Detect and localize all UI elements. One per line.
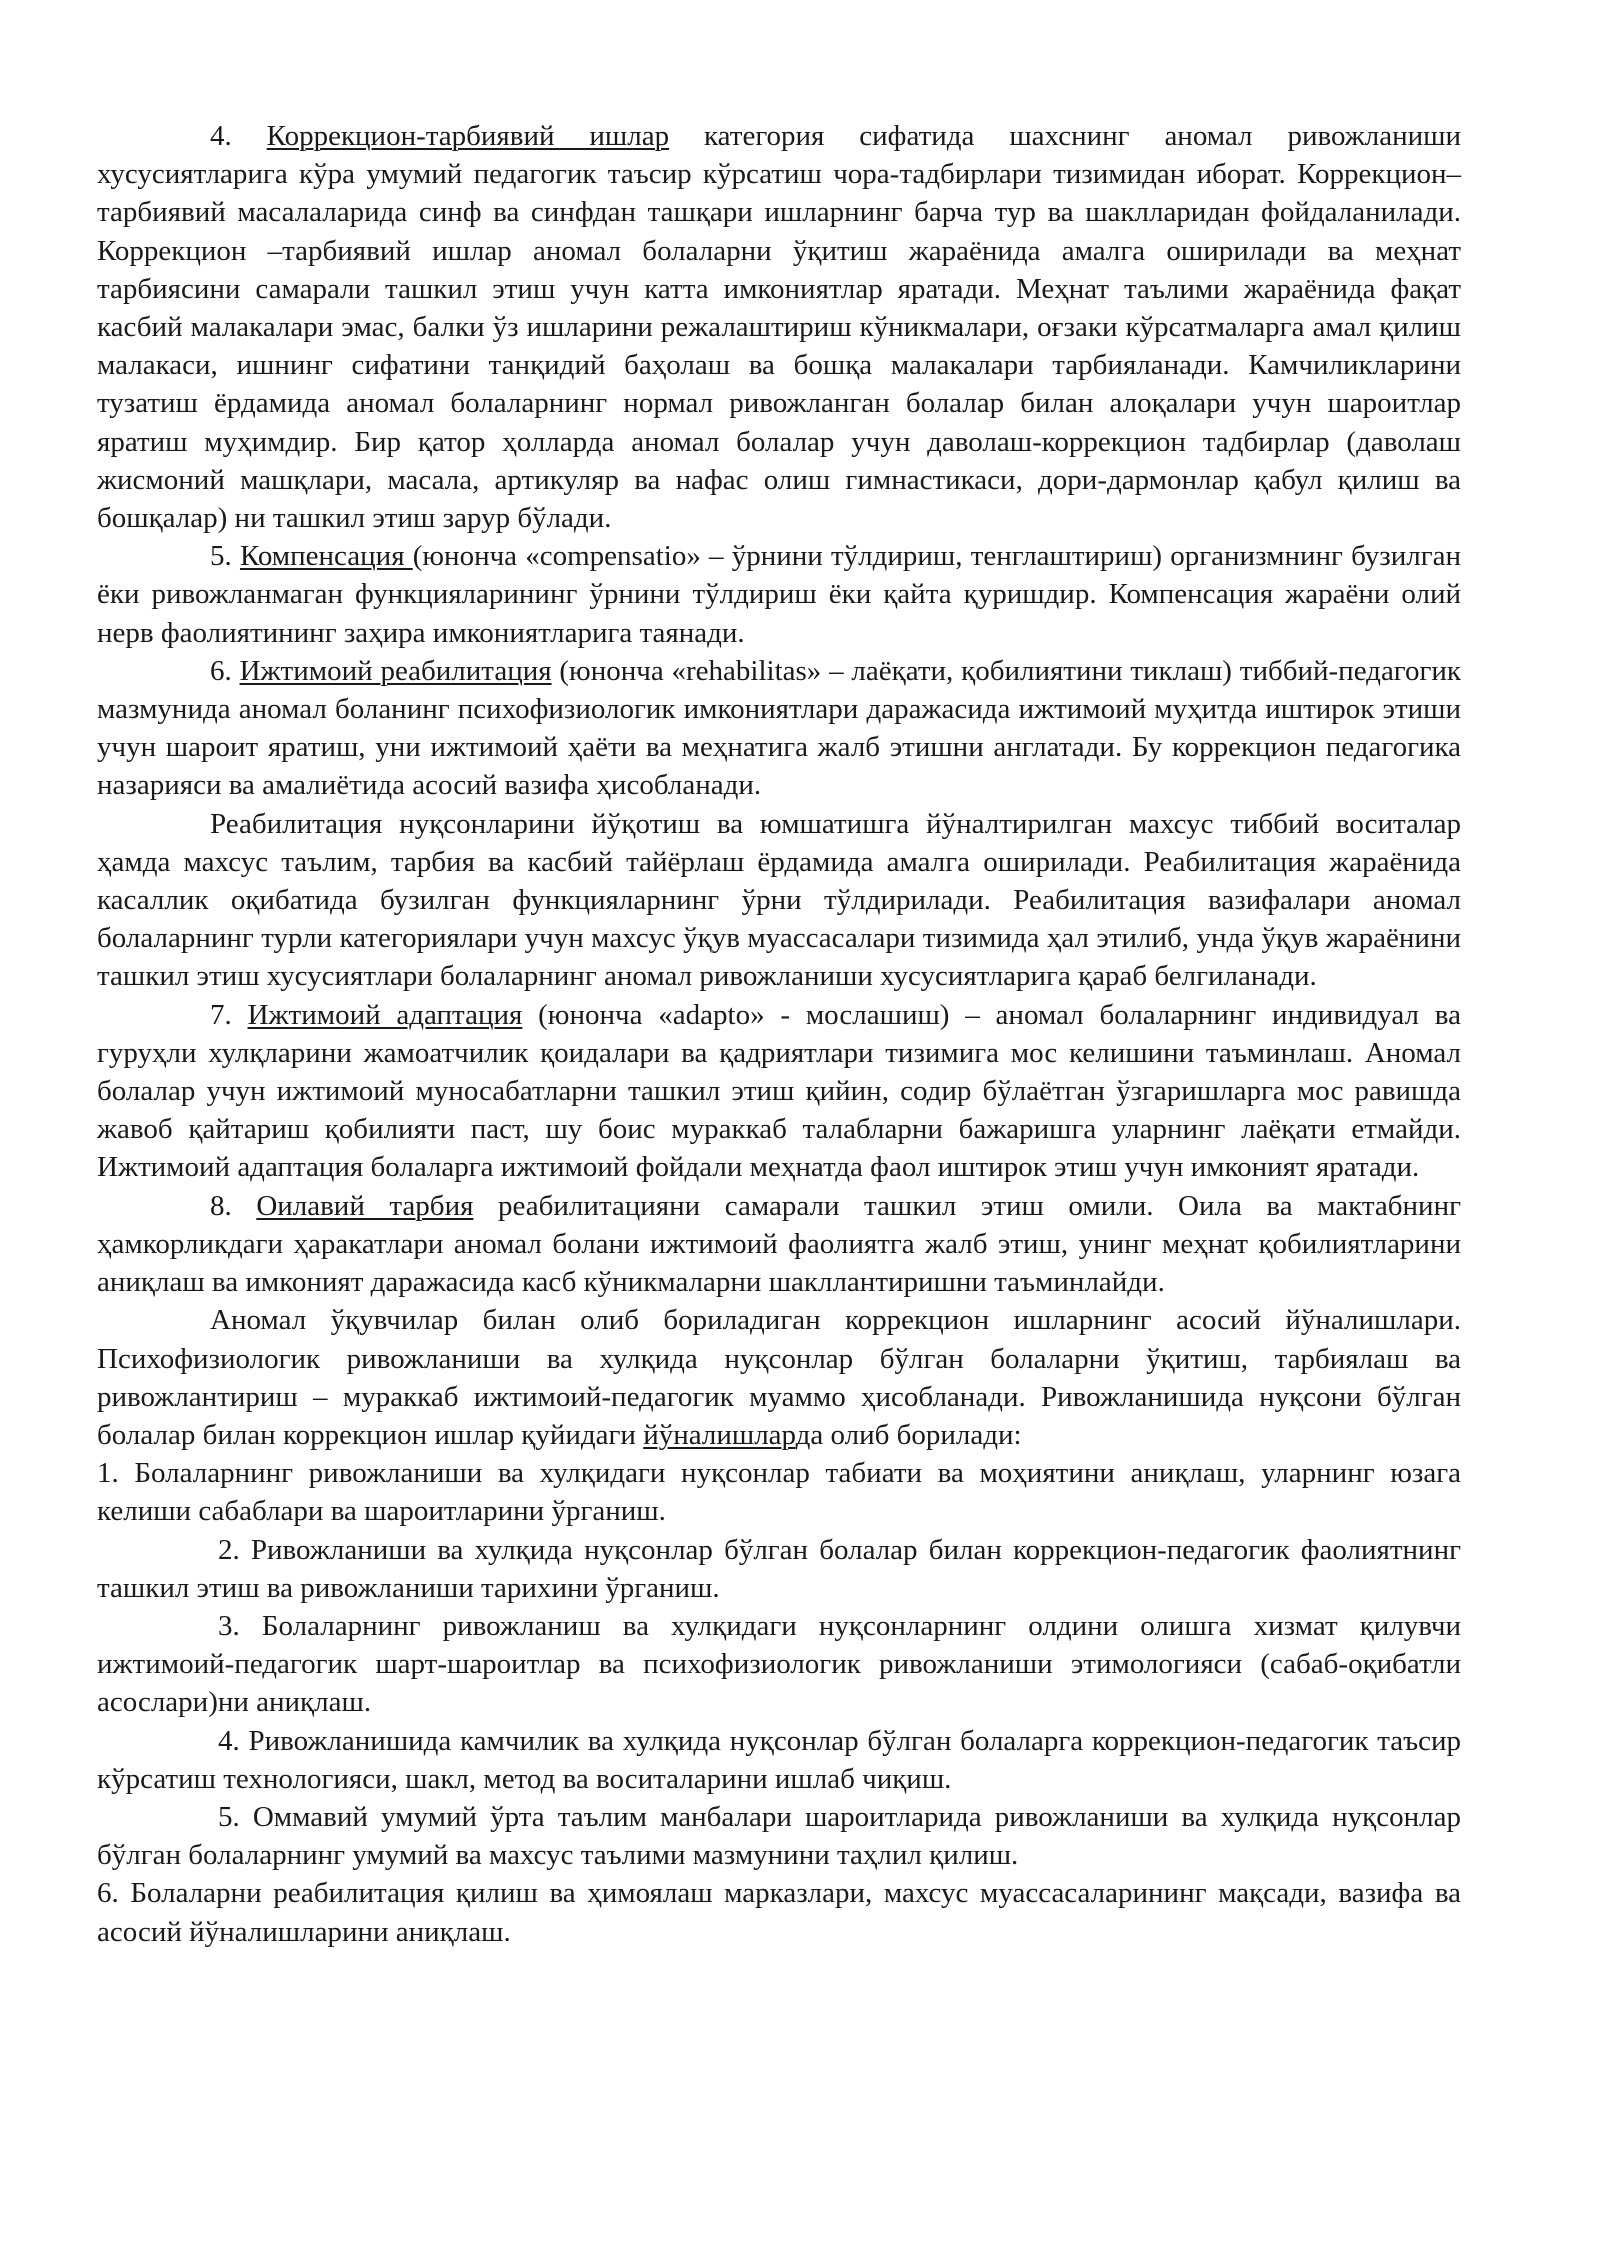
paragraph-4-number: 4. <box>210 120 267 152</box>
term-compensation: Компенсация <box>239 540 413 573</box>
paragraph-8-text: реабилитацияни самарали ташкил этиш омили. Оила ва мактабнинг ҳамкорликдаги ҳаракатлари аномал болани ижтимоий фаолиятга жалб этиш, унинг меҳнат қобилиятларини аниқлаш ва имконият даражасида касб кўникмаларни шакллантиришни таъминлайди. <box>97 1189 1461 1299</box>
list-item-6: 6. Болаларни реабилитация қилиш ва ҳимоялаш марказлари, махсус муассасаларининг мақсади, вазифа ва асосий йўналишларини аниқлаш. <box>97 1877 1461 1948</box>
list-item-2: 2. Ривожланиши ва хулқида нуқсонлар бўлган болалар билан коррекцион-педагогик фаолиятнинг ташкил этиш ва ривожланиши тарихини ўрганиш. <box>97 1533 1461 1604</box>
paragraph-rehabilitation: Реабилитация нуқсонларини йўқотиш ва юмшатишга йўналтирилган махсус тиббий воситалар ҳамда махсус таълим, тарбия ва касбий тайёрлаш ёрдамида амалга оширилади. Реабилитация жараёнида касаллик оқибатида бузилган функцияларнинг ўрни тўлдирилади. Реабилитация вазифалари аномал болаларнинг турли категориялари учун махсус ўқув муассасалари тизимида ҳал этилиб, унда ўқув жараёнини ташкил этиш хусусиятлари болаларнинг аномал ривожланиши хусусиятларига қараб белгиланади. <box>97 807 1461 993</box>
paragraph-7-text: (юнонча «adapto» - мослашиш) – аномал болаларнинг индивидуал ва гуруҳли хулқларини жамоатчилик қоидалари ва қадриятлари тизимига мос келишини таъминлаш. Аномал болалар учун ижтимоий муносабатларни ташкил этиш қийин, содир бўлаётган ўзгаришларга мос равишда жавоб қайтариш қобилияти паст, шу боис мураккаб талабларни бажаришга уларнинг лаёқати етмайди. Ижтимоий адаптация болаларга ижтимоий фойдали меҳнатда фаол иштирок этиш учун имконият яратади. <box>97 998 1461 1184</box>
paragraph-main-directions <box>97 1301 1461 1454</box>
term-social-adaptation: Ижтимоий адаптация <box>247 998 523 1031</box>
list-item-1: 1. Болаларнинг ривожланиши ва хулқидаги нуқсонлар табиати ва моҳиятини аниқлаш, уларнинг юзага келиши сабаблари ва шароитларини ўрганиш. <box>97 1457 1461 1528</box>
paragraph-6 <box>97 652 1461 805</box>
paragraph-5-number: 5. <box>210 540 240 573</box>
paragraph-8-number: 8. <box>210 1189 257 1222</box>
term-social-rehabilitation: Ижтимоий реабилитация <box>239 654 552 687</box>
term-correctional-educational-work: Коррекцион-тарбиявий ишлар <box>266 120 670 152</box>
paragraph-6-number: 6. <box>210 654 240 687</box>
list-item-3: 3. Болаларнинг ривожланиш ва хулқидаги нуқсонларнинг олдини олишга хизмат қилувчи ижтимоий-педагогик шарт-шароитлар ва психофизиологик ривожланиши этимологияси (сабаб-оқибатли асослари)ни аниқлаш. <box>97 1609 1461 1719</box>
paragraph-4-text: категория сифатида шахснинг аномал ривожланиши хусусиятларига кўра умумий педагогик таъсир кўрсатиш чора-тадбирлари тизимидан иборат. Коррекцион–тарбиявий масалаларида синф ва синфдан ташқари ишларнинг барча тур ва шаклларидан фойдаланилади. Коррекцион –тарбиявий ишлар аномал болаларни ўқитиш жараёнида амалга оширилади ва меҳнат тарбиясини самарали ташкил этиш учун катта имкониятлар яратади. Меҳнат таълими жараёнида фақат касбий малакалари эмас, балки ўз ишларини режалаштириш кўникмалари, оғзаки кўрсатмаларга амал қилиш малакаси, ишнинг сифатини танқидий баҳолаш ва бошқа малакалари тарбияланади. Камчиликларини тузатиш ёрдамида аномал болаларнинг нормал ривожланган болалар билан алоқалари учун шароитлар яратиш муҳимдир. Бир қатор ҳолларда аномал болалар учун даволаш-коррекцион тадбирлар (даволаш жисмоний машқлари, масала, артикуляр ва нафас олиш гимнастикаси, дори-дармонлар қабул қилиш ва бошқалар) ни ташкил этиш зарур бўлади. <box>97 120 1462 535</box>
paragraph-6-text: (юнонча «rehabilitas» – лаёқати, қобилиятини тиклаш) тиббий-педагогик мазмунида аномал боланинг психофизиологик имкониятлари даражасида ижтимоий муҳитда иштирок этиши учун шароит яратиш, уни ижтимоий ҳаёти ва меҳнатига жалб этишни англатади. Бу коррекцион педагогика назарияси ва амалиётида асосий вазифа ҳисобланади. <box>97 654 1461 802</box>
paragraph-4 <box>97 117 1461 537</box>
term-family-upbringing: Оилавий тарбия <box>256 1189 474 1222</box>
paragraph-5 <box>97 537 1461 652</box>
paragraph-7 <box>97 996 1461 1187</box>
paragraph-8 <box>97 1187 1461 1302</box>
list-item-4: 4. Ривожланишида камчилик ва хулқида нуқсонлар бўлган болаларга коррекцион-педагогик таъсир кўрсатиш технологияси, шакл, метод ва воситаларини ишлаб чиқиш. <box>97 1724 1461 1795</box>
paragraph-7-number: 7. <box>210 998 248 1031</box>
main-directions-underlined-word: йўналишлар <box>643 1418 796 1451</box>
main-directions-text-after: да олиб борилади: <box>795 1418 1022 1451</box>
list-item-5: 5. Оммавий умумий ўрта таълим манбалари шароитларида ривожланиши ва хулқида нуқсонлар бўлган болаларнинг умумий ва махсус таълими мазмунини таҳлил қилиш. <box>97 1800 1461 1872</box>
document-body <box>97 117 1461 1951</box>
paragraph-5-text: (юнонча «compensatio» – ўрнини тўлдириш, тенглаштириш) организмнинг бузилган ёки ривожланмаган функцияларининг ўрнини тўлдириш ёки қайта қуришдир. Компенсация жараёни олий нерв фаолиятининг заҳира имкониятларига таянади. <box>97 540 1461 649</box>
main-directions-text-before: Аномал ўқувчилар билан олиб бориладиган коррекцион ишларнинг асосий йўналишлари. Психофизиологик ривожланиши ва хулқида нуқсонлар бўлган болаларни ўқитиш, тарбиялаш ва ривожлантириш – мураккаб ижтимоий-педагогик муаммо ҳисобланади. Ривожланишида нуқсони бўлган болалар билан коррекцион ишлар қуйидаги <box>97 1304 1461 1451</box>
